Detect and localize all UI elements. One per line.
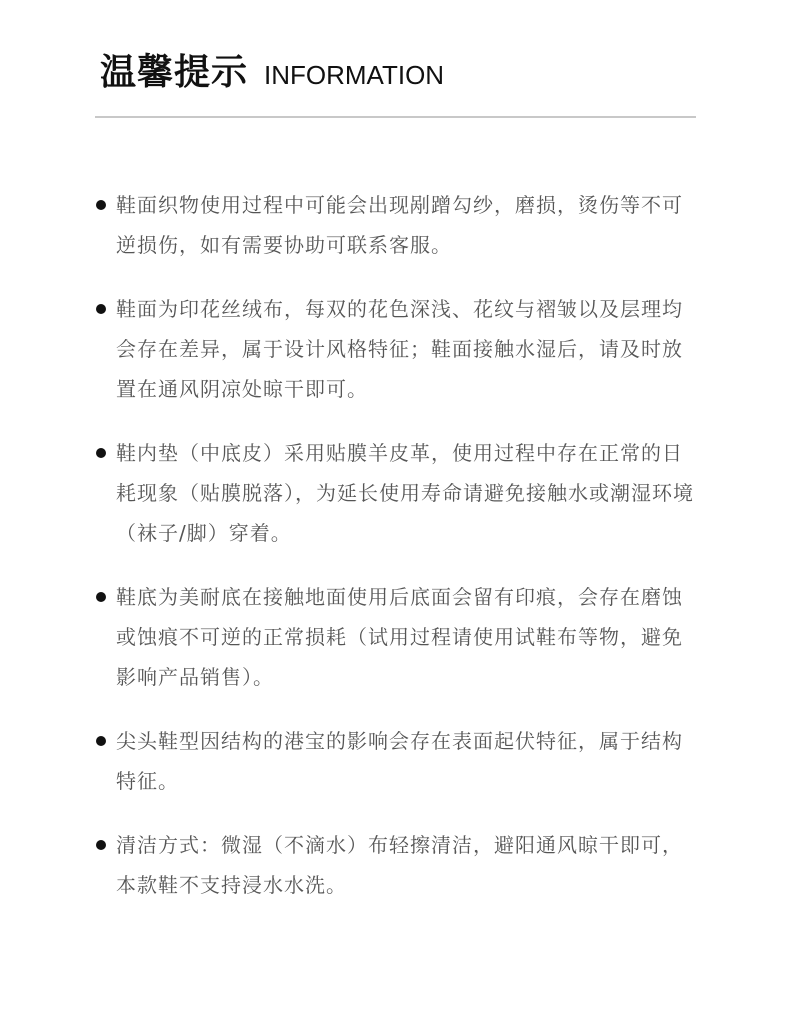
notice-text: 鞋面为印花丝绒布，每双的花色深浅、花纹与褶皱以及层理均会存在差异，属于设计风格特征；鞋面接触水湿后，请及时放置在通风阴凉处晾干即可。 <box>116 297 683 401</box>
notice-item <box>95 721 695 801</box>
notice-item <box>95 289 695 409</box>
bullet-dot-icon <box>96 304 106 314</box>
notice-item <box>95 825 695 905</box>
bullet-dot-icon <box>96 840 106 850</box>
header-divider <box>95 116 696 118</box>
bullet-dot-icon <box>96 736 106 746</box>
notice-text: 鞋内垫（中底皮）采用贴膜羊皮革，使用过程中存在正常的日耗现象（贴膜脱落），为延长使用寿命请避免接触水或潮湿环境（袜子/脚）穿着。 <box>116 441 694 545</box>
page-title: 温馨提示 <box>100 52 249 93</box>
notice-text: 鞋面织物使用过程中可能会出现剐蹭勾纱，磨损，烫伤等不可逆损伤，如有需要协助可联系客服。 <box>116 193 683 257</box>
bullet-dot-icon <box>96 448 106 458</box>
notice-text: 清洁方式：微湿（不滴水）布轻擦清洁，避阳通风晾干即可，本款鞋不支持浸水水洗。 <box>116 833 683 897</box>
notice-item <box>95 577 695 697</box>
bullet-dot-icon <box>96 200 106 210</box>
page-header <box>100 44 444 95</box>
notice-list <box>95 185 695 929</box>
notice-item <box>95 433 695 553</box>
page-subtitle: INFORMATION <box>264 60 445 90</box>
notice-text: 鞋底为美耐底在接触地面使用后底面会留有印痕，会存在磨蚀或蚀痕不可逆的正常损耗（试用过程请使用试鞋布等物，避免影响产品销售）。 <box>116 585 683 689</box>
notice-text: 尖头鞋型因结构的港宝的影响会存在表面起伏特征，属于结构特征。 <box>116 729 683 793</box>
bullet-dot-icon <box>96 592 106 602</box>
notice-item <box>95 185 695 265</box>
